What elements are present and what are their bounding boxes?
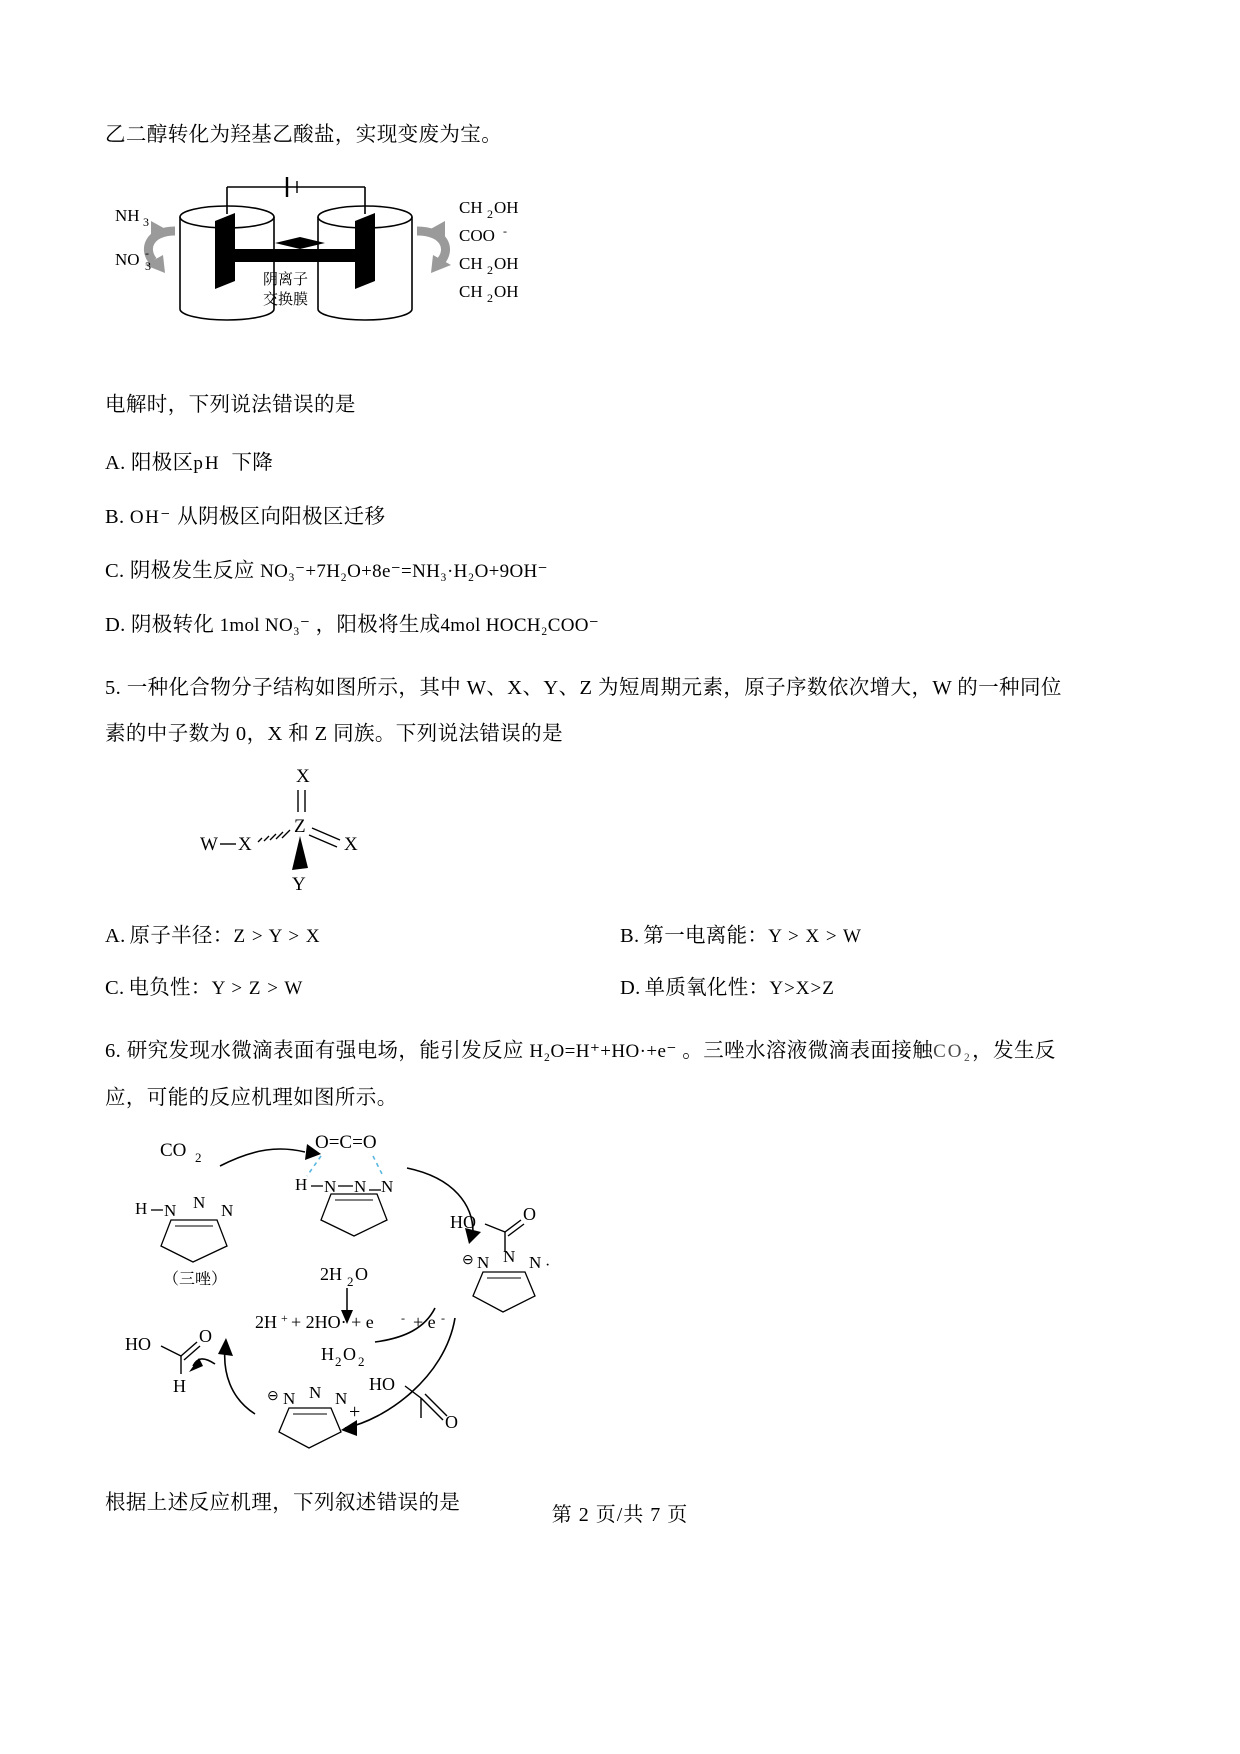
svg-text:2: 2	[487, 262, 493, 277]
svg-text:CH: CH	[459, 281, 483, 301]
svg-text:N: N	[283, 1388, 296, 1408]
svg-text:H: H	[295, 1174, 308, 1194]
svg-text:-: -	[401, 1310, 405, 1325]
q4-option-d-text2: ，阳极将生成	[315, 613, 441, 636]
question6-stem-line2: 应，可能的反应机理如图所示。	[105, 1086, 398, 1109]
label-h2o2: H	[321, 1343, 334, 1364]
svg-text:+: +	[349, 1400, 361, 1423]
svg-text:N: N	[381, 1176, 394, 1196]
question6-chem-2: CO₂	[933, 1041, 973, 1062]
svg-text:CH: CH	[459, 253, 483, 273]
svg-text:NH: NH	[115, 205, 140, 225]
question6-stem-text-a: 研究发现水微滴表面有强电场，能引发反应	[126, 1040, 524, 1062]
q4-option-c	[105, 553, 1135, 583]
question5-stem-line2: 素的中子数为 0，X 和 Z 同族。下列说法错误的是	[105, 723, 563, 746]
question6-number: 6.	[105, 1040, 122, 1062]
figure-molecule-svg	[200, 766, 500, 896]
q4-option-a-chem: pH	[193, 452, 221, 474]
svg-text:H: H	[173, 1375, 186, 1396]
figure-reaction-mechanism	[125, 1128, 725, 1458]
q4-option-b-text: 从阴极区向阳极区迁移	[177, 505, 386, 528]
figure-mechanism-svg	[125, 1128, 725, 1458]
svg-text:N: N	[324, 1176, 337, 1196]
atom-center: Z	[294, 816, 306, 837]
svg-text:OH: OH	[494, 197, 519, 217]
page-content	[105, 120, 1135, 1518]
q5-option-a-label: 原子半径：	[129, 925, 234, 947]
question6-closing-line: 根据上述反应机理，下列叙述错误的是	[105, 1491, 461, 1514]
svg-text:-: -	[441, 1310, 445, 1325]
q4-option-d-chem2: 4mol HOCH₂COO⁻	[440, 614, 600, 636]
figure-molecule	[200, 766, 500, 896]
svg-text:O: O	[355, 1263, 368, 1284]
label-o-c-o: O=C=O	[315, 1131, 377, 1153]
q5-option-b-value: Y > X > W	[768, 926, 862, 947]
q5-option-b-label: 第一电离能：	[643, 925, 769, 947]
svg-text:COO: COO	[459, 225, 495, 245]
atom-right: X	[344, 834, 358, 855]
svg-text:+ e: + e	[413, 1311, 436, 1332]
q5-option-a-tag: A.	[105, 925, 126, 947]
figure-electrolysis-cell	[115, 169, 545, 354]
svg-text:N: N	[503, 1246, 516, 1266]
label-2h2o: 2H	[320, 1263, 342, 1284]
svg-text:O: O	[445, 1411, 458, 1432]
q5-option-d-tag: D.	[620, 977, 641, 999]
svg-text:2: 2	[487, 206, 493, 221]
svg-text:O: O	[343, 1343, 356, 1364]
q5-option-b-tag: B.	[620, 925, 640, 947]
question6-stem-line1	[105, 1036, 1135, 1067]
svg-text:+: +	[281, 1310, 288, 1325]
q5-options-row1	[105, 918, 1135, 948]
svg-text:OH: OH	[494, 253, 519, 273]
svg-text:OH: OH	[494, 281, 519, 301]
q4-option-c-text: 阴极发生反应	[129, 559, 255, 582]
q4-option-a-text: 阳极区	[130, 451, 194, 474]
svg-text:3: 3	[143, 214, 149, 229]
svg-text:⊖: ⊖	[462, 1252, 474, 1268]
svg-text:N: N	[335, 1388, 348, 1408]
atom-bottom: Y	[292, 874, 306, 895]
membrane-label-line1: 阴离子	[263, 270, 309, 288]
svg-text:O: O	[523, 1203, 536, 1224]
page-footer: 第 2 页/共 7 页	[551, 1504, 689, 1526]
q4-option-a-text2: 下降	[231, 451, 274, 474]
q4-option-d-text: 阴极转化	[130, 613, 215, 636]
svg-text:+ 2HO· + e: + 2HO· + e	[291, 1311, 374, 1332]
q5-options-row2	[105, 970, 1135, 1000]
question5-stem-text1: 一种化合物分子结构如图所示，其中 W、X、Y、Z 为短周期元素，原子序数依次增大，W 的一种同位	[126, 676, 1062, 699]
q5-option-c-label: 电负性：	[128, 977, 212, 999]
q5-option-d-label: 单质氧化性：	[644, 977, 770, 999]
label-ho-right: HO	[450, 1211, 476, 1232]
svg-text:⊖: ⊖	[267, 1388, 279, 1404]
svg-text:2: 2	[335, 1353, 342, 1369]
q5-option-a-value: Z > Y > X	[233, 926, 321, 947]
label-triazole-name: （三唑）	[163, 1270, 228, 1288]
atom-left-x: X	[238, 834, 252, 855]
svg-text:-: -	[503, 223, 507, 238]
svg-text:N: N	[309, 1382, 322, 1402]
figure-electrolysis-svg	[115, 169, 545, 354]
q5-option-c	[105, 970, 620, 1000]
svg-text:-: -	[145, 245, 149, 260]
question6-chem-1: H₂O=H⁺+HO·+e⁻	[529, 1041, 677, 1062]
svg-text:2: 2	[487, 290, 493, 305]
q4-option-a	[105, 445, 1135, 475]
q5-option-a	[105, 918, 620, 948]
q4-option-c-chem: NO₃⁻+7H₂O+8e⁻=NH₃·H₂O+9OH⁻	[260, 560, 548, 582]
membrane-label-line2: 交换膜	[263, 290, 309, 308]
svg-text:N: N	[221, 1200, 234, 1220]
q4-option-a-tag: A.	[105, 451, 126, 474]
atom-top: X	[296, 766, 310, 787]
q4-option-b	[105, 499, 1135, 529]
svg-text:N: N	[193, 1192, 206, 1212]
svg-text:H: H	[135, 1198, 148, 1218]
q5-option-c-value: Y > Z > W	[211, 978, 304, 999]
question4-prompt: 电解时，下列说法错误的是	[105, 393, 356, 416]
svg-text:O: O	[199, 1325, 212, 1346]
q5-option-d-value: Y>X>Z	[769, 978, 835, 999]
q4-option-d-tag: D.	[105, 613, 126, 636]
q4-option-d-chem: 1mol NO₃⁻	[219, 614, 311, 636]
question5-number: 5.	[105, 676, 122, 699]
q5-option-b	[620, 918, 1135, 948]
svg-text:HO: HO	[369, 1373, 395, 1394]
svg-text:2: 2	[195, 1149, 202, 1165]
svg-text:2: 2	[347, 1273, 354, 1289]
q4-option-b-tag: B.	[105, 505, 125, 528]
label-radical-line: 2H	[255, 1311, 277, 1332]
intro-line: 乙二醇转化为羟基乙酸盐，实现变废为宝。	[105, 124, 503, 146]
svg-text:N: N	[354, 1176, 367, 1196]
q4-option-c-tag: C.	[105, 559, 125, 582]
svg-text:NO: NO	[115, 249, 140, 269]
svg-text:N: N	[477, 1252, 490, 1272]
svg-text:·: ·	[545, 1256, 551, 1274]
question6-stem-text-c: ，发生反	[972, 1040, 1056, 1062]
q5-option-d	[620, 970, 1135, 1000]
svg-text:CH: CH	[459, 197, 483, 217]
label-ho-left: HO	[125, 1333, 151, 1354]
question6-stem-text-b: 。三唑水溶液微滴表面接触	[682, 1040, 934, 1062]
atom-left-w: W	[200, 834, 218, 855]
svg-text:2: 2	[358, 1353, 365, 1369]
q5-option-c-tag: C.	[105, 977, 125, 999]
svg-text:N: N	[164, 1200, 177, 1220]
label-co2: CO	[160, 1139, 187, 1161]
q4-option-b-chem: OH⁻	[129, 506, 172, 528]
svg-text:N: N	[529, 1252, 542, 1272]
svg-text:3: 3	[145, 258, 151, 273]
question5-stem-line1	[105, 673, 1135, 704]
q4-option-d	[105, 607, 1135, 637]
